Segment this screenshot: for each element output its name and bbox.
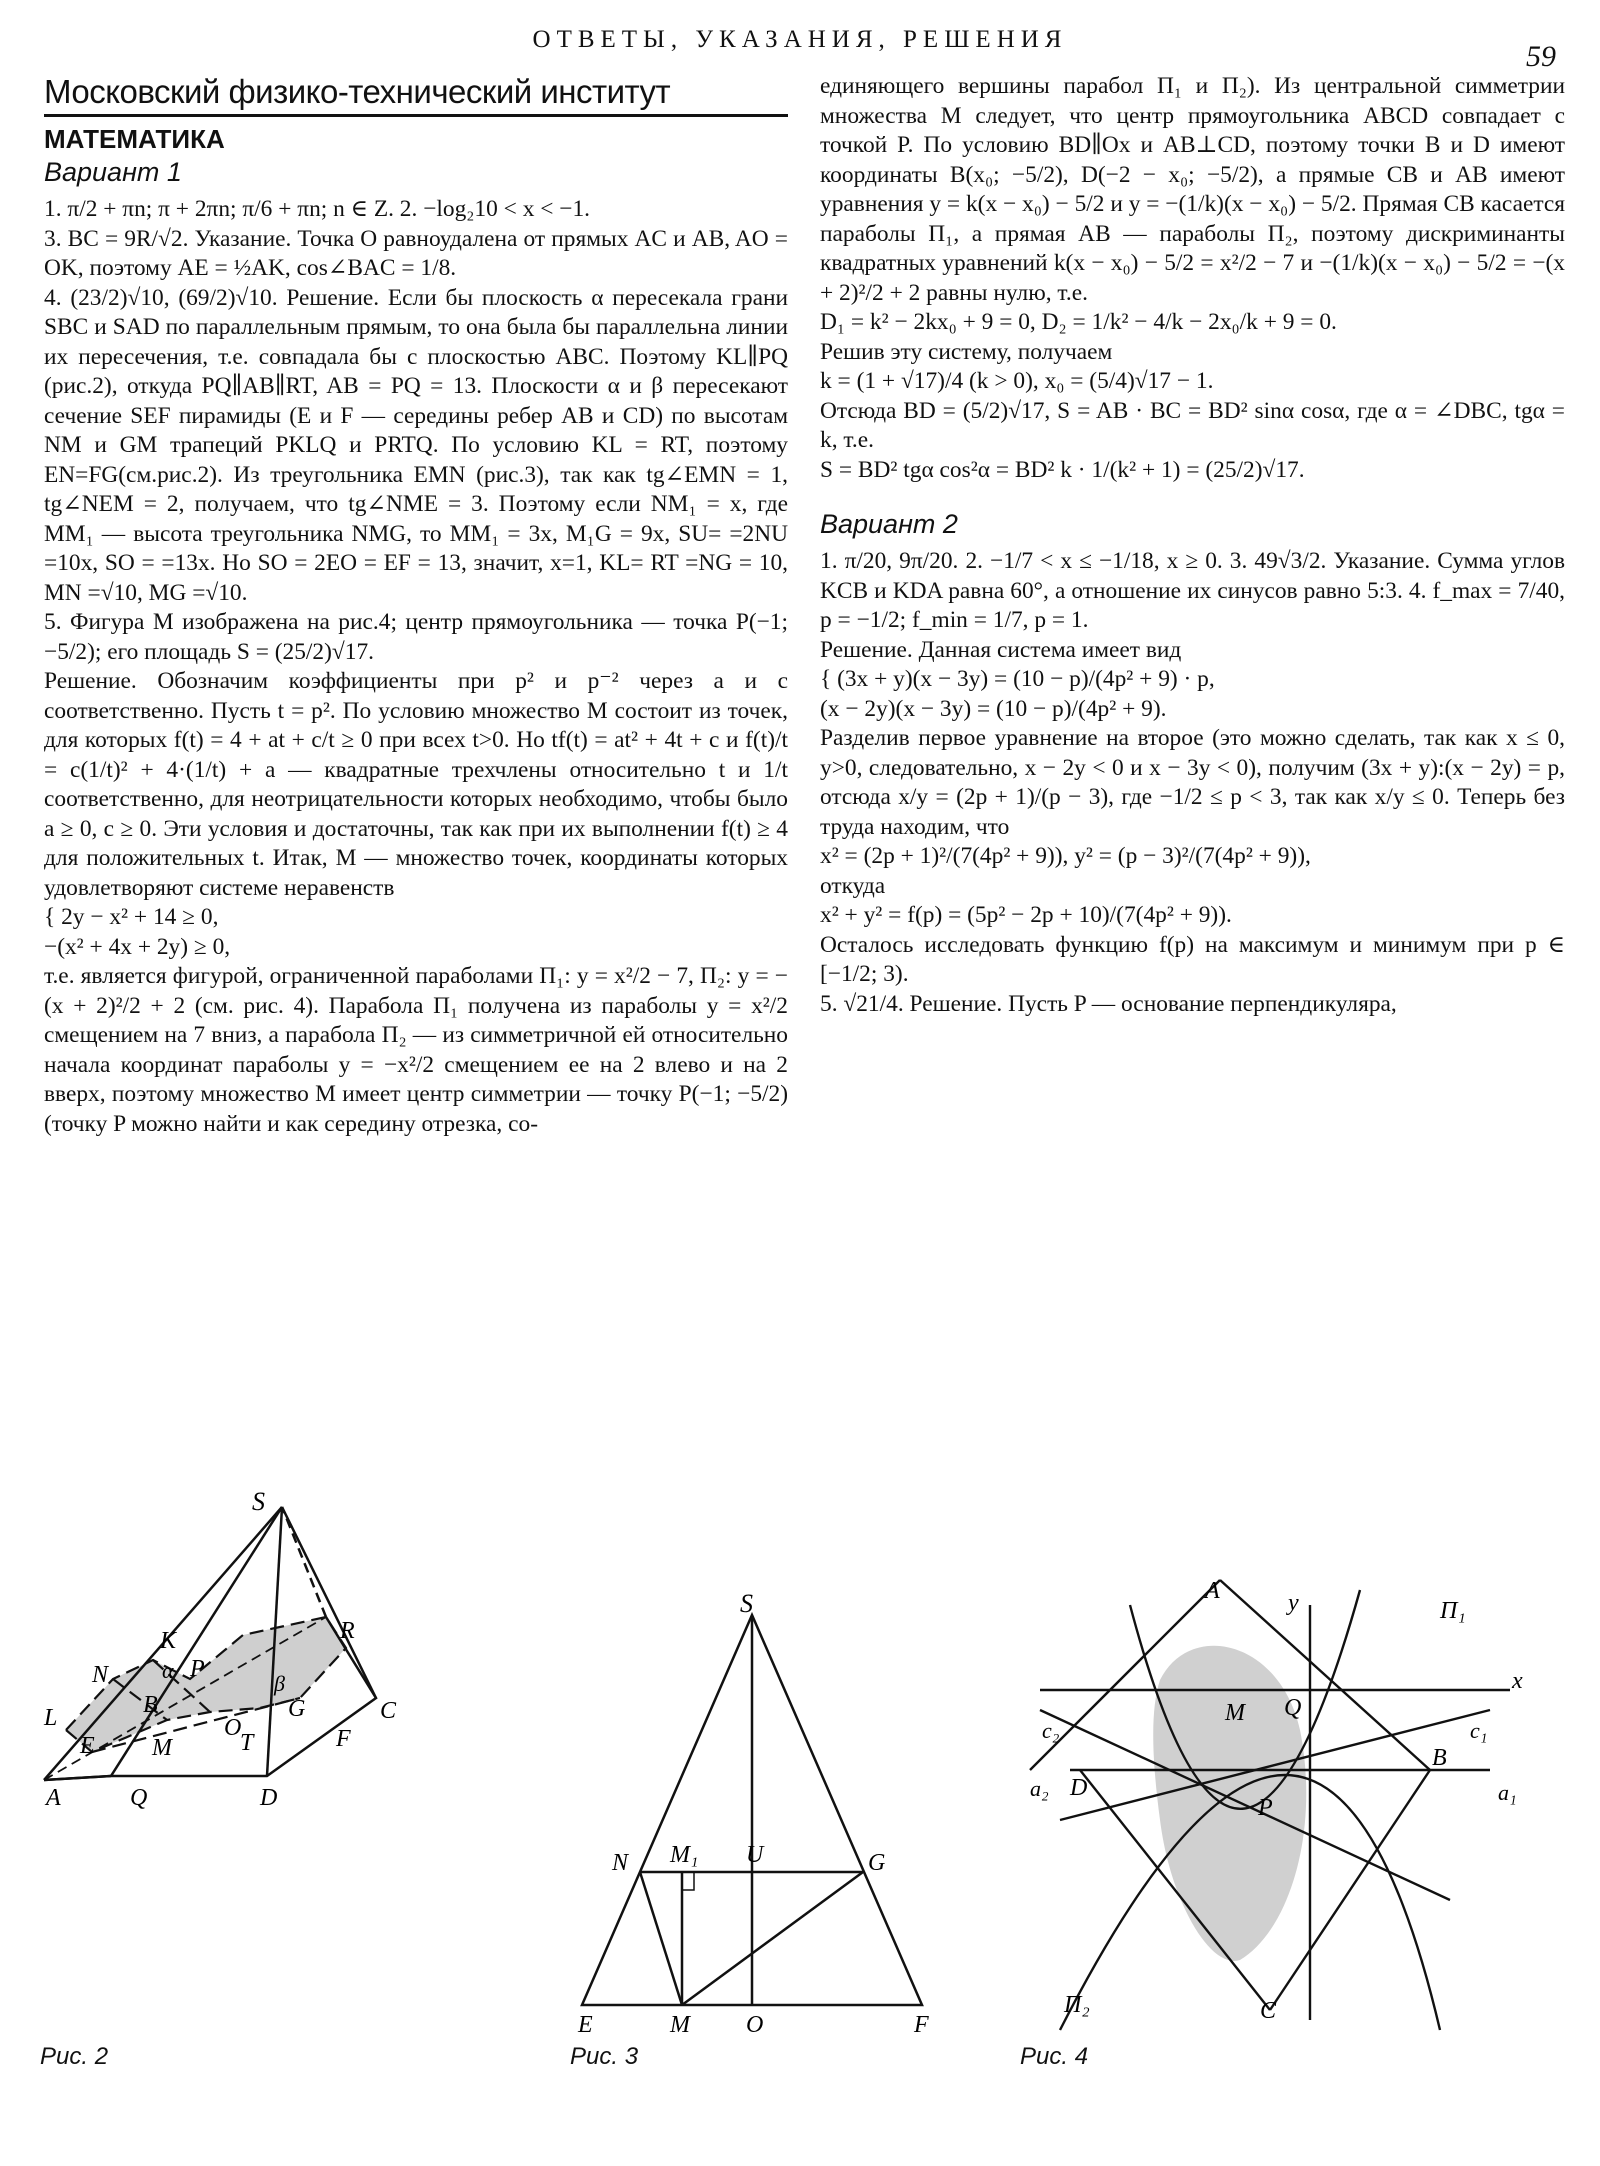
page-number: 59: [1526, 40, 1556, 73]
solution-5-end: единяющего вершины парабол Π₁ и Π₂). Из центральной симметрии множества M следует, что центр прямоугольника ABCD совпадает с точкой P. По условию BD∥Ox и AB⊥CD, поэтому точки B и D имеют координаты B(x₀; −5/2), D(−2 − x₀; −5/2), а прямые CB и AB имеют уравнения y = k(x − x₀) − 5/2 и y = −(1/k)(x − x₀) − 5/2. Прямая CB касается параболы Π₁, а прямая AB — параболы Π₂, поэтому дискриминанты квадратных уравнений k(x − x₀) − 5/2 = x²/2 − 7 и −(1/k)(x − x₀) − 5/2 = −(x + 2)²/2 + 2 равны нулю, т.е.: [820, 73, 1565, 306]
figure-2-pyramid: [40, 1487, 560, 2020]
fig4-label-P: P: [1258, 1795, 1273, 1821]
answer-1-2: 1. π/2 + πn; π + 2πn; π/6 + πn; n ∈ Z. 2. −log₂10 < x < −1.: [44, 196, 591, 222]
fig4-label-x: x: [1512, 1668, 1523, 1694]
figure-4-caption: Рис. 4: [1020, 2043, 1089, 2070]
fig2-label-G: G: [288, 1696, 306, 1722]
fig3-label-M: M: [670, 2012, 690, 2038]
fig4-label-c1: c₁: [1470, 1718, 1488, 1743]
fig3-label-N: N: [612, 1850, 629, 1876]
figure-4-parabolas: [1020, 1578, 1560, 2040]
solution-5: Решение. Обозначим коэффициенты при p² и p⁻² через a и c соответственно. Пусть t = p². По условию множество M состоит из точек, для которых f(t) = 4 + at + c/t ≥ 0 при всех t>0. Но tf(t) = at² + 4t + c и f(t)/t = c(1/t)² + 4·(1/t) + a — квадратные трехчлены относительно t и 1/t соответственно, для неотрицательности которых необходимо, чтобы было a ≥ 0, c ≥ 0. Эти условия и достаточны, так как при их выполнении f(t) ≥ 4 для положительных t. Итак, M — множество точек, координаты которых удовлетворяют системе неравенств: [44, 668, 788, 901]
fig4-label-Pi1: Π₁: [1440, 1598, 1466, 1624]
fig2-label-F: F: [336, 1726, 351, 1752]
fig3-label-U: U: [746, 1842, 764, 1868]
fig4-label-C: C: [1260, 1998, 1277, 2024]
fig2-label-P: P: [190, 1656, 205, 1682]
v2-answers: 1. π/20, 9π/20. 2. −1/7 < x ≤ −1/18, x ≥ 0. 3. 49√3/2. Указание. Сумма углов KCB и KDA равна 60°, а отношение их синусов равно 5:3. 4. f_max = 7/40, p = −1/2; f_min = 1/7, p = 1.: [820, 548, 1565, 633]
figure-3-caption: Рис. 3: [570, 2043, 639, 2070]
fig2-label-N: N: [92, 1662, 109, 1688]
v2-solution-intro: Решение. Данная система имеет вид: [820, 636, 1182, 663]
answer-4: 4. (23/2)√10, (69/2)√10. Решение. Если бы плоскость α пересекала грани SBC и SAD по параллельным прямым, то она была бы параллельна линии их пересечения, т.е. совпадала бы с плоскостью ABC. Поэтому KL∥PQ (рис.2), откуда PQ∥AB∥RT, AB = PQ = 13. Плоскости α и β пересекают сечение SEF пирамиды (E и F — середины ребер AB и CD) по высотам NM и GM трапеций PKLQ и PRTQ. По условию KL = RT, поэтому EN=FG(см.рис.2). Из треугольника EMN (рис.3), так как tg∠EMN = 1, tg∠NEM = 2, получаем, что tg∠NME = 3. Поэтому если NM₁ = x, где MM₁ — высота треугольника NMG, то MM₁ = 3x, M₁G = 9x, SU= =2NU =10x, SO = =13x. Но SO = 2EO = EF = 13, значит, x=1, KL= RT =NG = 10, MN =√10, MG =√10.: [44, 284, 788, 606]
fig3-label-G: G: [868, 1850, 886, 1876]
v2-system-2: (x − 2y)(x − 3y) = (10 − p)/(4p² + 9).: [820, 695, 1167, 722]
system-line-1: { 2y − x² + 14 ≥ 0,: [44, 904, 219, 930]
solution-5-cont: т.е. является фигурой, ограниченной параболами Π₁: y = x²/2 − 7, Π₂: y = −(x + 2)²/2 + 2 (см. рис. 4). Парабола Π₁ получена из параболы y = x²/2 смещением на 7 вниз, а парабола Π₂ — из симметричной ей относительно начала координат параболы y = −x²/2 смещением ее на 2 влево и на 2 вверх, поэтому множество M имеет центр симметрии — точку P(−1; −5/2) (точку P можно найти и как середину отрезка, со-: [44, 963, 788, 1137]
bd-area: Отсюда BD = (5/2)√17, S = AB · BC = BD² sinα cosα, где α = ∠DBC, tgα = k, т.е.: [820, 397, 1565, 453]
fig2-label-S: S: [252, 1487, 265, 1516]
fig2-label-A: A: [46, 1785, 61, 1811]
variant-heading: Вариант 1: [44, 157, 182, 187]
fig4-label-B: B: [1432, 1745, 1447, 1771]
v2-squares: x² = (2p + 1)²/(7(4p² + 9)), y² = (p − 3)²/(7(4p² + 9)),: [820, 843, 1311, 869]
subject-heading: МАТЕМАТИКА: [44, 124, 225, 154]
solving-text: Решив эту систему, получаем: [820, 338, 1113, 365]
fig2-label-E: E: [80, 1733, 95, 1759]
fig2-label-O: O: [224, 1715, 242, 1741]
institution-title: Московский физико-технический институт: [44, 72, 788, 117]
fig2-label-D: D: [260, 1785, 278, 1811]
fig2-label-M: M: [152, 1735, 172, 1761]
fig3-label-F: F: [914, 2012, 929, 2038]
left-column: [44, 72, 788, 1139]
fig4-label-y: y: [1288, 1590, 1299, 1616]
fig2-label-B: B: [143, 1692, 158, 1718]
fig4-label-M: M: [1225, 1700, 1245, 1726]
v2-answer-5: 5. √21/4. Решение. Пусть P — основание перпендикуляра,: [820, 990, 1397, 1017]
fig3-label-S: S: [740, 1589, 753, 1618]
v2-system-1: { (3x + y)(x − 3y) = (10 − p)/(4p² + 9) · p,: [820, 666, 1215, 692]
fig4-label-A: A: [1205, 1578, 1220, 1604]
variant-2-heading: Вариант 2: [820, 509, 958, 539]
answer-3: 3. BC = 9R/√2. Указание. Точка O равноудалена от прямых AC и AB, AO = OK, поэтому AE = ½AK, cos∠BAC = 1/8.: [44, 225, 788, 281]
fig2-label-alpha: α: [162, 1658, 174, 1683]
fig3-label-O: O: [746, 2012, 764, 2038]
v2-whence: откуда: [820, 872, 886, 899]
figure-2-caption: Рис. 2: [40, 2043, 109, 2070]
v2-investigate: Осталось исследовать функцию f(p) на максимум и минимум при p ∈ [−1/2; 3).: [820, 931, 1565, 987]
answer-5: 5. Фигура M изображена на рис.4; центр прямоугольника — точка P(−1; −5/2); его площадь S = (25/2)√17.: [44, 609, 788, 665]
fig4-label-a1: a₁: [1498, 1780, 1517, 1805]
fig3-label-M1: M₁: [670, 1842, 699, 1868]
fig3-label-E: E: [578, 2012, 593, 2038]
fig4-label-a2: a₂: [1030, 1776, 1049, 1801]
figure-3-triangle: [570, 1589, 990, 2040]
fig4-label-Pi2: Π₂: [1064, 1992, 1090, 2018]
region-M: [1153, 1646, 1306, 1961]
fig2-label-R: R: [340, 1618, 355, 1644]
fig2-label-C: C: [380, 1698, 397, 1724]
fig2-label-Q: Q: [130, 1785, 148, 1811]
area-result: S = BD² tgα cos²α = BD² k · 1/(k² + 1) = (25/2)√17.: [820, 456, 1305, 483]
fig2-label-T: T: [240, 1730, 254, 1756]
v2-division: Разделив первое уравнение на второе (это можно сделать, так как x ≤ 0, y>0, следовательно, x − 2y < 0 и x − 3y < 0), получим (3x + y):(x − 2y) = p, отсюда x/y = (2p + 1)/(p − 3), где −1/2 ≤ p < 3, так как x/y ≤ 0. Теперь без труда находим, что: [820, 725, 1565, 840]
running-head: ОТВЕТЫ, УКАЗАНИЯ, РЕШЕНИЯ: [532, 26, 1068, 53]
fig2-label-L: L: [44, 1705, 58, 1731]
v2-fp: x² + y² = f(p) = (5p² − 2p + 10)/(7(4p² + 9)).: [820, 902, 1232, 928]
fig4-label-Q: Q: [1284, 1695, 1302, 1721]
right-column: [820, 72, 1565, 1019]
fig4-label-c2: c₂: [1042, 1718, 1060, 1743]
discriminants: D₁ = k² − 2kx₀ + 9 = 0, D₂ = 1/k² − 4/k − 2x₀/k + 9 = 0.: [820, 309, 1337, 335]
system-line-2: −(x² + 4x + 2y) ≥ 0,: [44, 933, 231, 960]
fig4-label-D: D: [1070, 1775, 1088, 1801]
k-x0-values: k = (1 + √17)/4 (k > 0), x₀ = (5/4)√17 − 1.: [820, 368, 1214, 394]
fig2-label-beta: β: [274, 1671, 285, 1696]
fig2-label-K: K: [160, 1628, 177, 1654]
